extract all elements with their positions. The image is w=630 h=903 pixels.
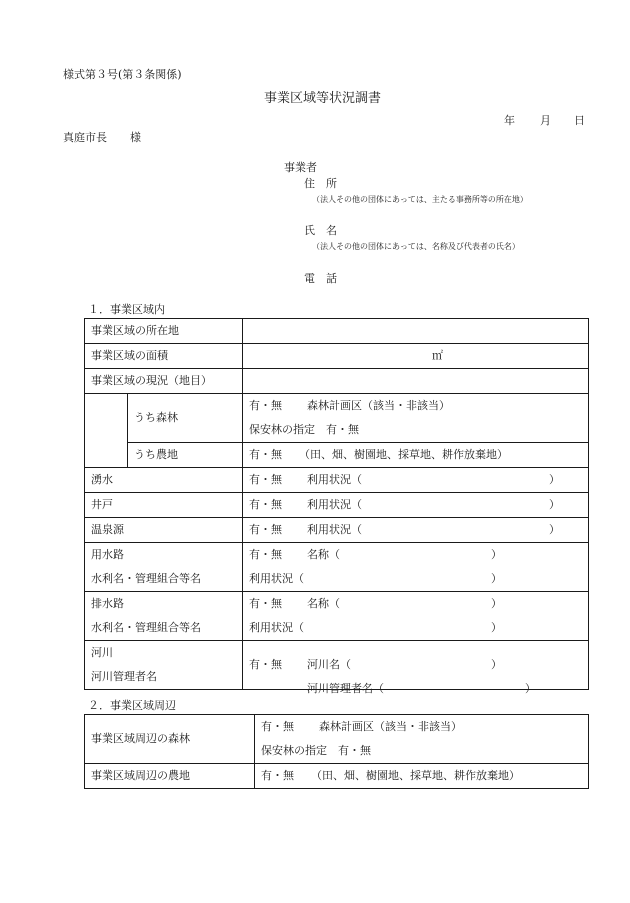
well-value[interactable] [243,493,589,518]
river-manager-open: 河川管理者名（ [307,682,384,695]
forest-plan-text: 森林計画区（該当・非該当） [307,399,450,412]
spring-usage: 利用状況（ [307,473,362,486]
irrigation-line2 [249,567,588,591]
drainage-title: 排水路 [91,597,124,610]
river-manager-label: 河川管理者名 [91,670,157,683]
drainage-label [85,592,243,641]
hot-spring-label: 温泉源 [85,518,243,543]
spring-choice: 有・無 [249,473,282,486]
table-row [85,443,589,468]
location-label: 事業区域の所在地 [85,319,243,344]
well-choice: 有・無 [249,498,282,511]
irrigation-choice: 有・無 [249,548,282,561]
surrounding-forest-line2: 保安林の指定 有・無 [261,744,371,757]
irrigation-label [85,543,243,592]
forest-line1 [249,394,588,418]
hot-spring-value[interactable] [243,518,589,543]
drainage-name-open: 名称（ [307,597,340,610]
river-name-open: 河川名（ [307,658,351,671]
honorific: 様 [130,131,141,144]
spring-line [249,468,588,492]
document-title: 事業区域等状況調書 [264,91,382,106]
irrigation-rights-label: 水利名・管理組合等名 [91,572,201,585]
farmland-line [249,443,588,467]
table-row [85,518,589,543]
spring-label: 湧水 [85,468,243,493]
river-value[interactable] [243,641,589,695]
date-year: 年 [504,114,515,127]
table-row [85,592,589,641]
drainage-choice: 有・無 [249,597,282,610]
drainage-name-close: ） [491,597,502,610]
irrigation-value[interactable] [243,543,589,592]
spring-value[interactable] [243,468,589,493]
drainage-line1 [249,592,588,616]
spring-close: ） [549,473,560,486]
well-close: ） [549,498,560,511]
well-line [249,493,588,517]
farmland-choice: 有・無 [249,448,282,461]
well-label: 井戸 [85,493,243,518]
irrigation-usage-close: ） [491,572,502,585]
drainage-usage: 利用状況（ [249,621,304,634]
drainage-value[interactable] [243,592,589,641]
river-title: 河川 [91,646,113,659]
address-note: （法人その他の団体にあっては、主たる事務所等の所在地） [312,195,528,204]
hot-spring-close: ） [549,523,560,536]
table-row [85,344,589,369]
table-row [85,369,589,394]
drainage-usage-close: ） [491,621,502,634]
date-month: 月 [540,114,551,127]
table-row [85,641,589,690]
irrigation-title: 用水路 [91,548,124,561]
table-row [85,764,589,789]
irrigation-name-close: ） [491,548,502,561]
table-row [85,394,589,443]
surrounding-forest-value[interactable] [255,715,589,764]
farmland-label: うち農地 [128,443,243,468]
forest-line2: 保安林の指定 有・無 [249,423,359,436]
farmland-types: （田、畑、樹園地、採草地、耕作放棄地） [299,448,508,461]
table-row [85,319,589,344]
name-note: （法人その他の団体にあっては、名称及び代表者の氏名） [312,242,520,251]
farmland-value[interactable] [243,443,589,468]
surrounding-farmland-value[interactable] [255,764,589,789]
surrounding-farmland-line [261,764,588,788]
surrounding-forest-line1 [261,715,588,739]
location-value[interactable] [243,319,589,344]
applicant-label: 事業者 [284,161,317,174]
area-label: 事業区域の面積 [85,344,243,369]
indent-spacer [85,394,128,468]
river-name-close: ） [491,658,502,671]
irrigation-name-open: 名称（ [307,548,340,561]
section1-heading: １．事業区域内 [88,303,165,316]
table-row [85,468,589,493]
hot-spring-line [249,518,588,542]
current-status-value[interactable] [243,369,589,394]
surrounding-forest-label: 事業区域周辺の森林 [85,715,255,764]
form-number: 様式第３号(第３条関係) [63,68,182,81]
area-unit: ㎡ [432,349,443,362]
section2-table [84,714,589,789]
drainage-line2 [249,616,588,640]
area-value[interactable] [243,344,589,369]
section2-heading: ２．事業区域周辺 [88,699,176,712]
hot-spring-choice: 有・無 [249,523,282,536]
surrounding-forest-choice: 有・無 [261,720,294,733]
forest-choice: 有・無 [249,399,282,412]
river-label [85,641,243,690]
irrigation-usage: 利用状況（ [249,572,304,585]
table-row [85,493,589,518]
surrounding-farmland-choice: 有・無 [261,769,294,782]
drainage-rights-label: 水利名・管理組合等名 [91,621,201,634]
current-status-label: 事業区域の現況（地目） [85,369,243,394]
well-usage: 利用状況（ [307,498,362,511]
section1-table [84,318,589,695]
table-row [85,715,589,764]
hot-spring-usage: 利用状況（ [307,523,362,536]
river-line1 [249,653,588,677]
forest-value[interactable] [243,394,589,443]
date-day: 日 [574,114,585,127]
river-manager-close: ） [525,682,536,695]
forest-label: うち森林 [128,394,243,443]
table-row [85,543,589,592]
phone-label: 電 話 [304,272,337,285]
river-choice: 有・無 [249,658,282,671]
irrigation-line1 [249,543,588,567]
surrounding-farmland-label: 事業区域周辺の農地 [85,764,255,789]
name-label: 氏 名 [304,224,337,237]
surrounding-forest-plan: 森林計画区（該当・非該当） [319,720,462,733]
address-label: 住 所 [304,177,337,190]
surrounding-farmland-types: （田、畑、樹園地、採草地、耕作放棄地） [311,769,520,782]
addressee: 真庭市長 [63,131,107,144]
